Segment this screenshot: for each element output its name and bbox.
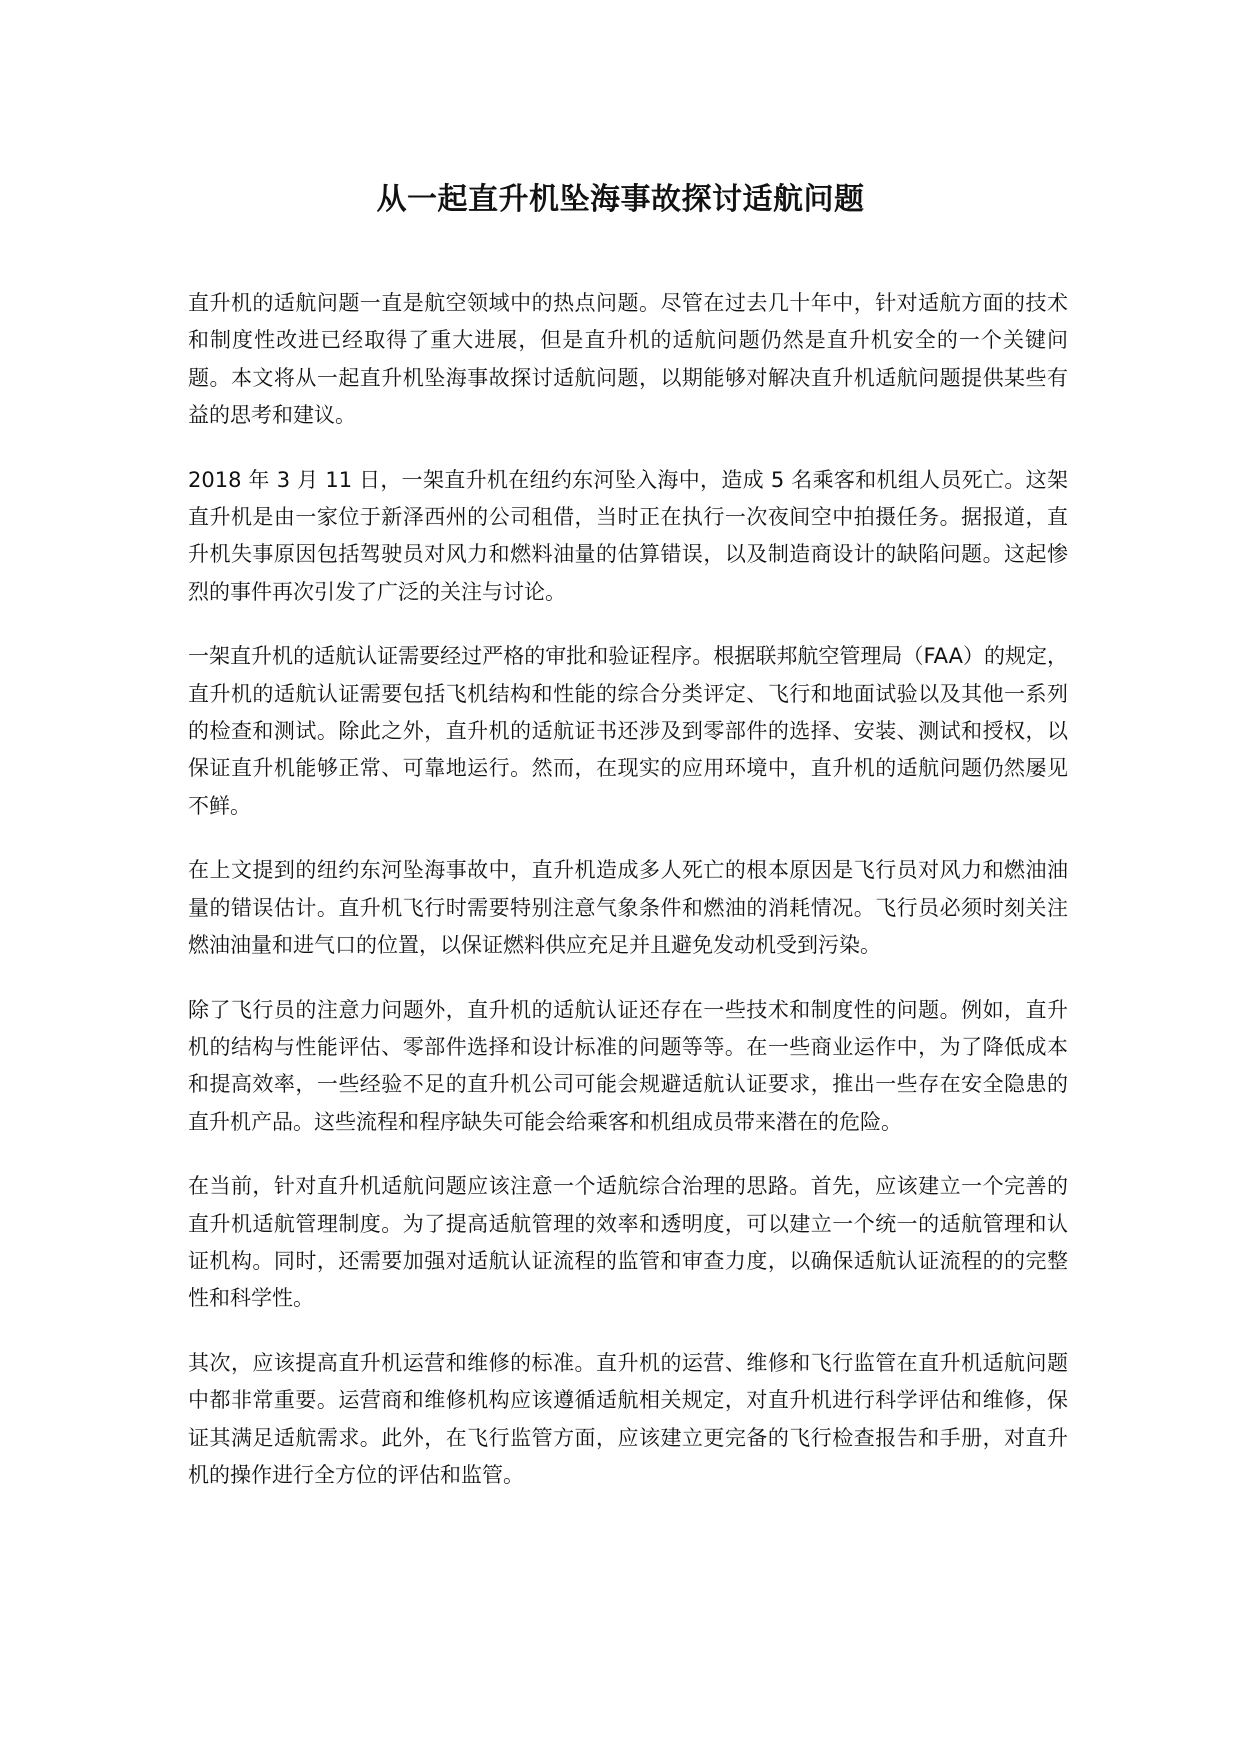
paragraph-intro: 直升机的适航问题一直是航空领域中的热点问题。尽管在过去几十年中，针对适航方面的技术和制度性改进已经取得了重大进展，但是直升机的适航问题仍然是直升机安全的一个关键问题。本文将从一起直升机坠海事故探讨适航问题，以期能够对解决直升机适航问题提供某些有益的思考和建议。 <box>188 291 1068 428</box>
paragraph-certification: 一架直升机的适航认证需要经过严格的审批和验证程序。根据联邦航空管理局（FAA）的规定，直升机的适航认证需要包括飞机结构和性能的综合分类评定、飞行和地面试验以及其他一系列的检查和测试。除此之外，直升机的适航证书还涉及到零部件的选择、安装、测试和授权，以保证直升机能够正常、可靠地运行。然而，在现实的应用环境中，直升机的适航问题仍然屡见不鲜。 <box>188 644 1068 818</box>
paragraph-governance: 在当前，针对直升机适航问题应该注意一个适航综合治理的思路。首先，应该建立一个完善的直升机适航管理制度。为了提高适航管理的效率和透明度，可以建立一个统一的适航管理和认证机构。同时，还需要加强对适航认证流程的监管和审查力度，以确保适航认证流程的的完整性和科学性。 <box>188 1174 1068 1311</box>
document-body <box>188 285 1068 1521</box>
document-title: 从一起直升机坠海事故探讨适航问题 <box>376 182 865 217</box>
paragraph-operations: 其次，应该提高直升机运营和维修的标准。直升机的运营、维修和飞行监管在直升机适航问题中都非常重要。运营商和维修机构应该遵循适航相关规定，对直升机进行科学评估和维修，保证其满足适航需求。此外，在飞行监管方面，应该建立更完备的飞行检查报告和手册，对直升机的操作进行全方位的评估和监管。 <box>188 1350 1068 1487</box>
paragraph-cause: 在上文提到的纽约东河坠海事故中，直升机造成多人死亡的根本原因是飞行员对风力和燃油油量的错误估计。直升机飞行时需要特别注意气象条件和燃油的消耗情况。飞行员必须时刻关注燃油油量和进气口的位置，以保证燃料供应充足并且避免发动机受到污染。 <box>188 858 1068 958</box>
paragraph-accident: 2018 年 3 月 11 日，一架直升机在纽约东河坠入海中，造成 5 名乘客和机组人员死亡。这架直升机是由一家位于新泽西州的公司租借，当时正在执行一次夜间空中拍摄任务。据报道，直升机失事原因包括驾驶员对风力和燃料油量的估算错误，以及制造商设计的缺陷问题。这起惨烈的事件再次引发了广泛的关注与讨论。 <box>188 467 1068 604</box>
paragraph-technical-issues: 除了飞行员的注意力问题外，直升机的适航认证还存在一些技术和制度性的问题。例如，直升机的结构与性能评估、零部件选择和设计标准的问题等等。在一些商业运作中，为了降低成本和提高效率，一些经验不足的直升机公司可能会规避适航认证要求，推出一些存在安全隐患的直升机产品。这些流程和程序缺失可能会给乘客和机组成员带来潜在的危险。 <box>188 997 1068 1134</box>
